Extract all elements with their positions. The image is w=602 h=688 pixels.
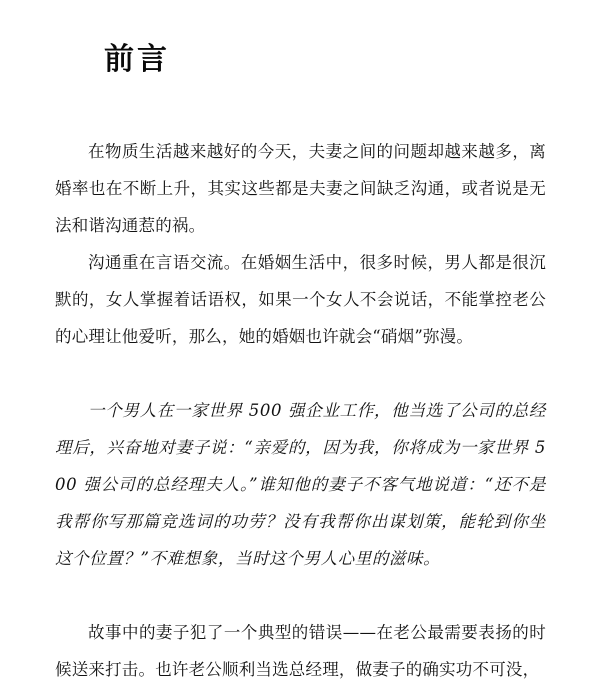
page-title: 前言 xyxy=(104,42,170,78)
paragraph-4: 故事中的妻子犯了一个典型的错误——在老公最需要表扬的时候送来打击。也许老公顺利当选总经理，做妻子的确实功不可没， xyxy=(55,623,546,679)
body-text-block xyxy=(55,133,546,688)
paragraph-3-story: 一个男人在一家世界 500 强企业工作，他当选了公司的总经理后，兴奋地对妻子说：“亲爱的，因为我，你将成为一家世界 500 强公司的总经理夫人。”谁知他的妻子不客气地说道：“还不是我帮你写那篇竞选词的功劳？没有我帮你出谋划策，能轮到你坐这个位置？”不难想象，当时这个男人心里的滋味。 xyxy=(55,401,546,568)
paragraph-2: 沟通重在言语交流。在婚姻生活中，很多时候，男人都是很沉默的，女人掌握着话语权，如果一个女人不会说话，不能掌控老公的心理让他爱听，那么，她的婚姻也许就会“硝烟”弥漫。 xyxy=(55,253,546,346)
paragraph-1: 在物质生活越来越好的今天，夫妻之间的问题却越来越多，离婚率也在不断上升，其实这些都是夫妻之间缺乏沟通，或者说是无法和谐沟通惹的祸。 xyxy=(55,142,546,235)
